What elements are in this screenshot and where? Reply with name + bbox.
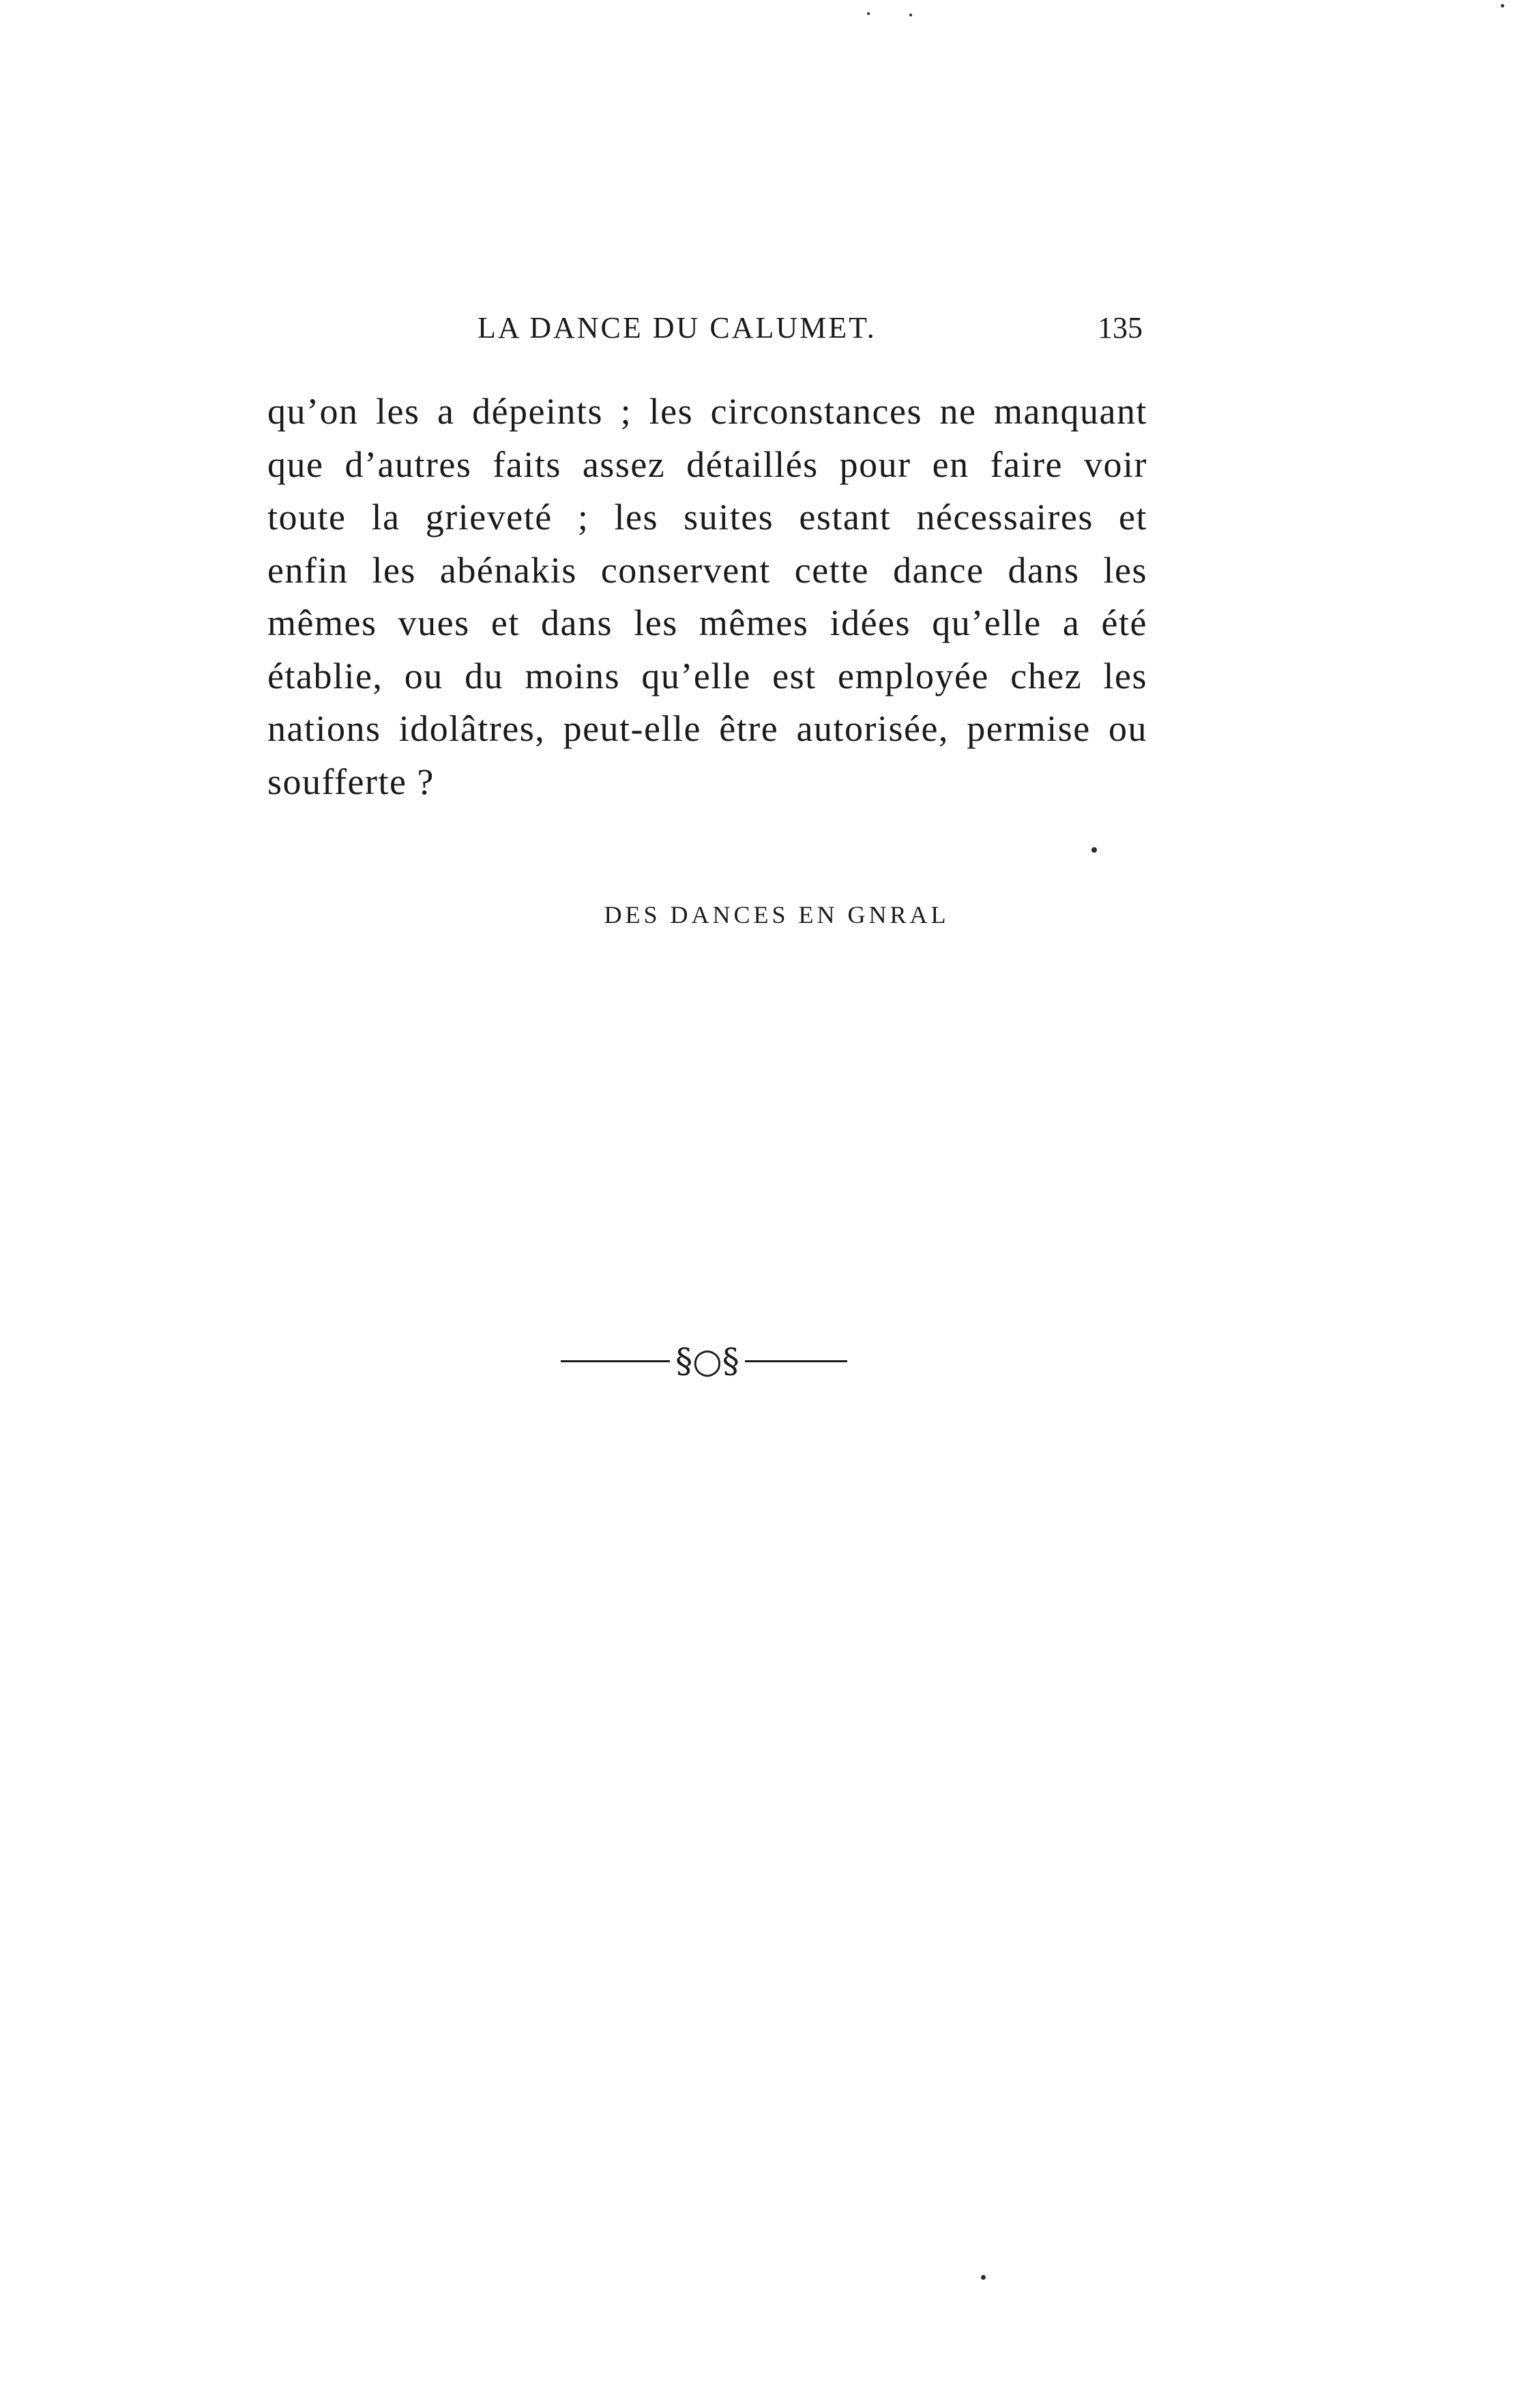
scan-speck bbox=[909, 14, 912, 16]
text-line: nations idolâtres, peut-elle être autorisée, permise ou bbox=[267, 708, 1147, 749]
ornament-rule-left bbox=[561, 1360, 670, 1362]
text-line: enfin les abénakis conservent cette dance dans les bbox=[267, 549, 1147, 591]
running-title: LA DANCE DU CALUMET. bbox=[478, 311, 877, 344]
section-ornament-icon: §○§ bbox=[675, 1341, 739, 1381]
scan-speck bbox=[1501, 4, 1504, 8]
scan-speck bbox=[867, 12, 870, 15]
text-line: qu’on les a dépeints ; les circonstances ne manquant bbox=[267, 391, 1147, 432]
ornament-divider bbox=[561, 1337, 847, 1385]
text-line: soufferte ? bbox=[267, 761, 435, 802]
scan-speck bbox=[981, 2275, 986, 2280]
text-line: que d’autres faits assez détaillés pour en faire voir bbox=[267, 443, 1147, 485]
page-number: 135 bbox=[1098, 311, 1143, 344]
section-heading: DES DANCES EN GNRAL bbox=[604, 901, 950, 928]
body-paragraph bbox=[267, 385, 1147, 808]
text-line: toute la grieveté ; les suites estant nécessaires et bbox=[267, 497, 1147, 538]
scan-speck bbox=[1091, 847, 1097, 853]
text-line: mêmes vues et dans les mêmes idées qu’elle a été bbox=[267, 602, 1147, 643]
running-head bbox=[478, 310, 1143, 358]
text-line: établie, ou du moins qu’elle est employée chez les bbox=[267, 655, 1147, 696]
ornament-rule-right bbox=[745, 1360, 847, 1362]
